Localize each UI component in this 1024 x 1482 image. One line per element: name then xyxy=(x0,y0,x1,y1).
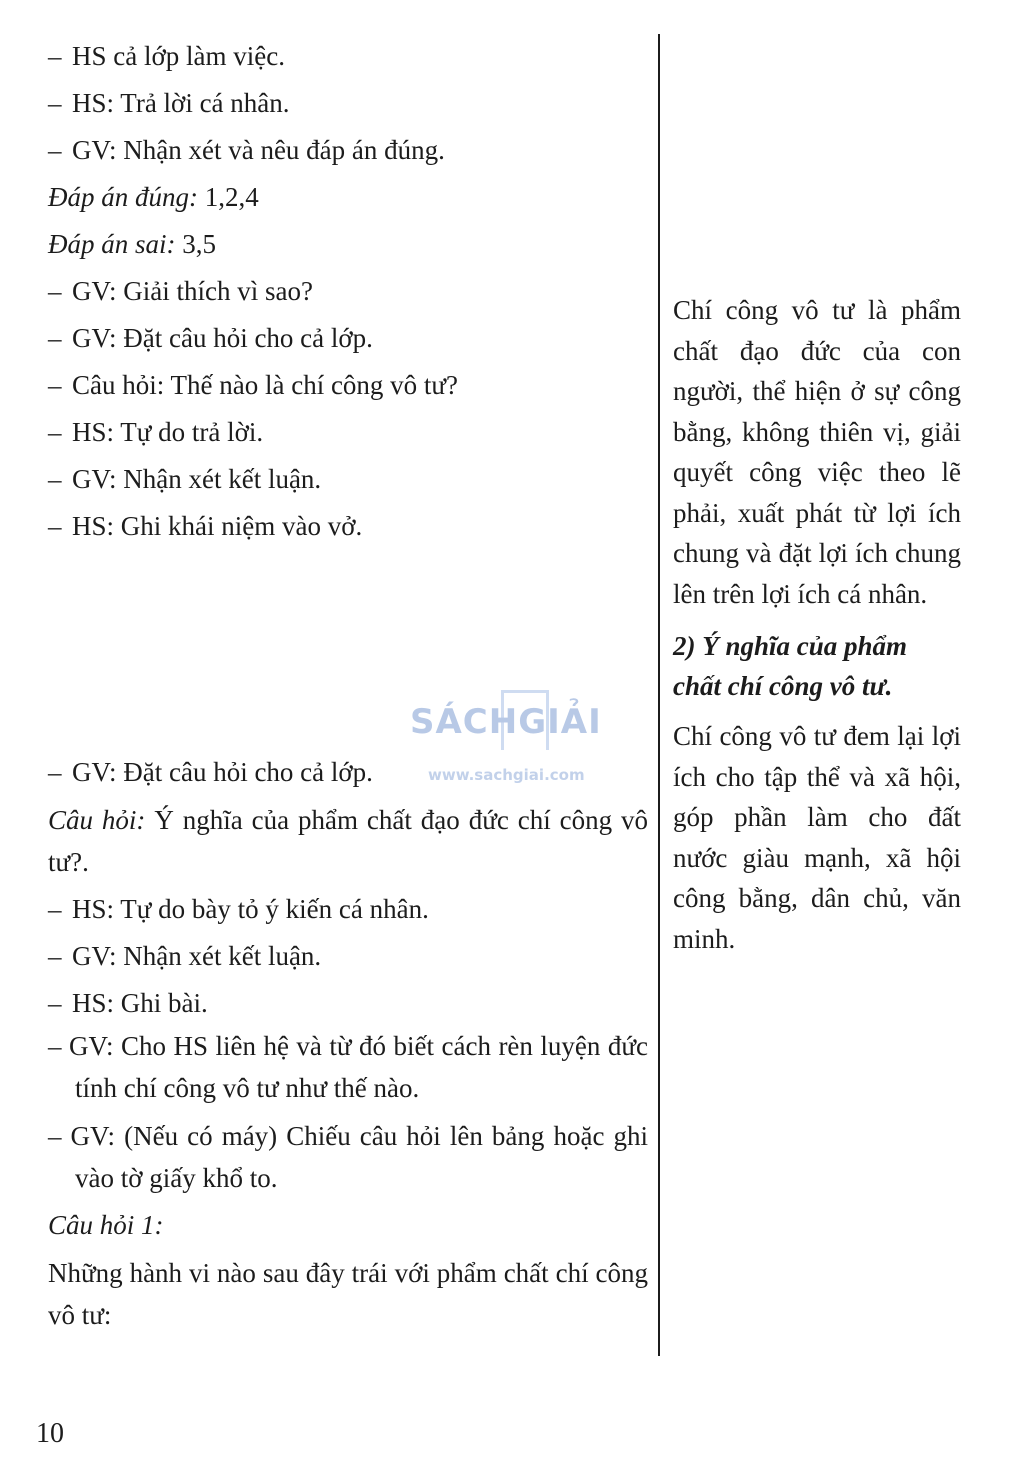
content-column xyxy=(673,290,961,959)
activity-line: – GV: Nhận xét kết luận. xyxy=(48,941,322,971)
page-number: 10 xyxy=(36,1418,64,1449)
watermark-url: www.sachgiai.com xyxy=(428,766,585,784)
activity-line: – GV: Nhận xét và nêu đáp án đúng. xyxy=(48,135,445,165)
activity-line: – HS: Trả lời cá nhân. xyxy=(48,88,290,118)
activity-line: – HS cả lớp làm việc. xyxy=(48,41,285,71)
activity-line: – HS: Tự do bày tỏ ý kiến cá nhân. xyxy=(48,894,429,924)
wrong-answer-value: 3,5 xyxy=(182,229,216,259)
section-heading: 2) Ý nghĩa của phẩm chất chí công vô tư. xyxy=(673,631,908,701)
block2 xyxy=(48,271,648,546)
question-text: Ý nghĩa của phẩm chất đạo đức chí công vô tư?. xyxy=(48,805,649,877)
wrong-answer-line xyxy=(48,224,648,264)
activity-line: – HS: Tự do trả lời. xyxy=(48,417,264,447)
activity-line: – HS: Ghi khái niệm vào vở. xyxy=(48,511,363,541)
block1 xyxy=(48,36,648,170)
meaning-paragraph: Chí công vô tư đem lại lợi ích cho tập thể và xã hội, góp phần làm cho đất nước giàu mạnh, xã hội công bằng, dân chủ, văn minh. xyxy=(673,721,961,954)
question1-text: Những hành vi nào sau đây trái với phẩm chất chí công vô tư: xyxy=(48,1258,648,1330)
correct-answer-line xyxy=(48,177,648,217)
question-paragraph xyxy=(48,799,648,883)
activity-line: – GV: Nhận xét kết luận. xyxy=(48,464,322,494)
correct-answer-label: Đáp án đúng: xyxy=(48,182,198,212)
activity-paragraph: – GV: Cho HS liên hệ và từ đó biết cách rèn luyện đức tính chí công vô tư như thế nào. xyxy=(48,1031,648,1103)
activity-line: – GV: Đặt câu hỏi cho cả lớp. xyxy=(48,757,373,787)
block4 xyxy=(48,889,648,1023)
correct-answer-value: 1,2,4 xyxy=(204,182,259,212)
watermark xyxy=(410,690,660,790)
question-label: Câu hỏi: xyxy=(48,805,146,835)
activity-line: – HS: Ghi bài. xyxy=(48,988,208,1018)
wrong-answer-label: Đáp án sai: xyxy=(48,229,176,259)
activity-line: – Câu hỏi: Thế nào là chí công vô tư? xyxy=(48,370,459,400)
activity-line: – GV: Giải thích vì sao? xyxy=(48,276,313,306)
watermark-logo: SÁCHGIẢI xyxy=(410,702,602,742)
activity-column xyxy=(48,36,648,1342)
activity-paragraph: – GV: (Nếu có máy) Chiếu câu hỏi lên bảng hoặc ghi vào tờ giấy khổ to. xyxy=(48,1121,648,1193)
question1-label: Câu hỏi 1: xyxy=(48,1210,164,1240)
activity-line: – GV: Đặt câu hỏi cho cả lớp. xyxy=(48,323,373,353)
definition-paragraph: Chí công vô tư là phẩm chất đạo đức của con người, thể hiện ở sự công bằng, không thiên vị, giải quyết công việc theo lẽ phải, xuất phát từ lợi ích chung và đặt lợi ích chung lên trên lợi ích cá nhân. xyxy=(673,295,961,609)
